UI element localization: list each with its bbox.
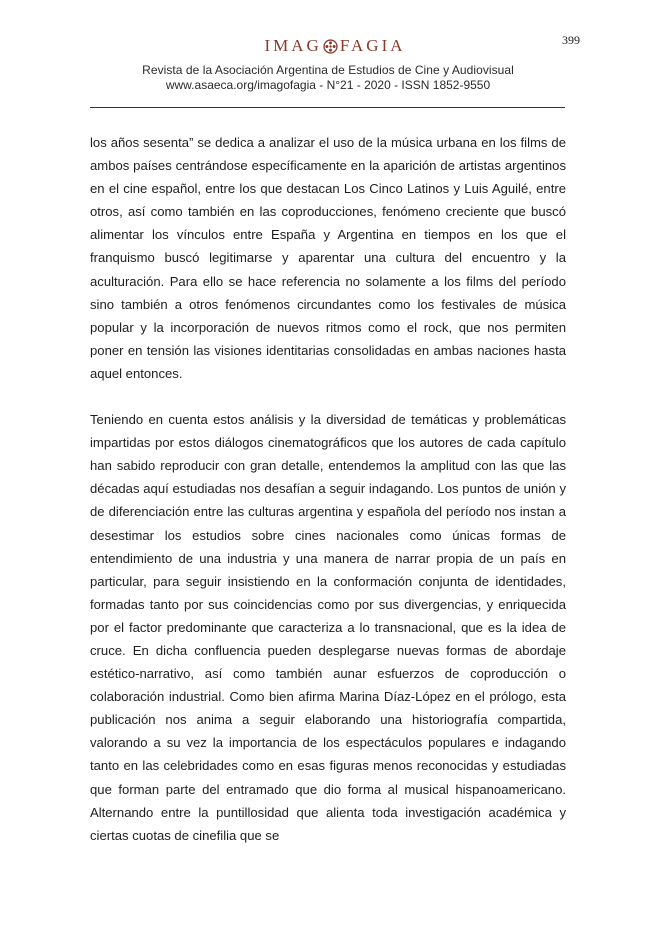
journal-logo [264,36,405,56]
article-body [90,131,566,847]
journal-header [0,36,656,92]
logo-text-left: IMAG [264,36,322,55]
logo-text-right: FAGIA [339,36,406,55]
film-reel-icon [323,39,338,54]
journal-name: Revista de la Asociación Argentina de Estudios de Cine y Audiovisual [142,63,514,77]
page-number: 399 [562,33,580,47]
journal-info: www.asaeca.org/imagofagia - N°21 - 2020 - ISSN 1852-9550 [165,78,491,92]
body-paragraph: los años sesenta” se dedica a analizar el uso de la música urbana en los films de ambos países centrándose específicamente en la aparición de artistas argentinos en el cine español, entre los que destacan Los Cinco Latinos y Luis Aguilé, entre otros, así como también en las coproducciones, fenómeno creciente que buscó alimentar los vínculos entre España y Argentina en tiempos en los que el franquismo buscó legitimarse y aparentar una cultura del encuentro y la aculturación. Para ello se hace referencia no solamente a los films del período sino también a otros fenómenos circundantes como los festivales de música popular y la incorporación de nuevos ritmos como el rock, que nos permiten poner en tensión las visiones identitarias consolidadas en ambas naciones hasta aquel entonces. [90,135,566,381]
body-paragraph: Teniendo en cuenta estos análisis y la diversidad de temáticas y problemáticas impartidas por estos diálogos cinematográficos que los autores de cada capítulo han sabido reproducir con gran detalle, entendemos la amplitud con las que las décadas aquí estudiadas nos desafían a seguir indagando. Los puntos de unión y de diferenciación entre las culturas argentina y española del período nos instan a desestimar los estudios sobre cines nacionales como únicas formas de entendimiento de una industria y una manera de narrar propia de un país en particular, para seguir insistiendo en la conformación conjunta de identidades, formadas tanto por sus coincidencias como por sus divergencias, y enriquecida por el factor predominante que caracteriza a lo transnacional, que es la idea de cruce. En dicha confluencia pueden desplegarse nuevas formas de abordaje estético-narrativo, así como también aunar esfuerzos de coproducción o colaboración industrial. Como bien afirma Marina Díaz-López en el prólogo, esta publicación nos anima a seguir elaborando una historiografía compartida, valorando a su vez la importancia de los espectáculos populares e indagando tanto en las celebridades como en esas figuras menos reconocidas y estudiadas que forman parte del entramado que dio forma al musical hispanoamericano. Alternando entre la puntillosidad que alienta toda investigación académica y ciertas cuotas de cinefilia que se [90,412,566,843]
header-divider [90,107,565,108]
